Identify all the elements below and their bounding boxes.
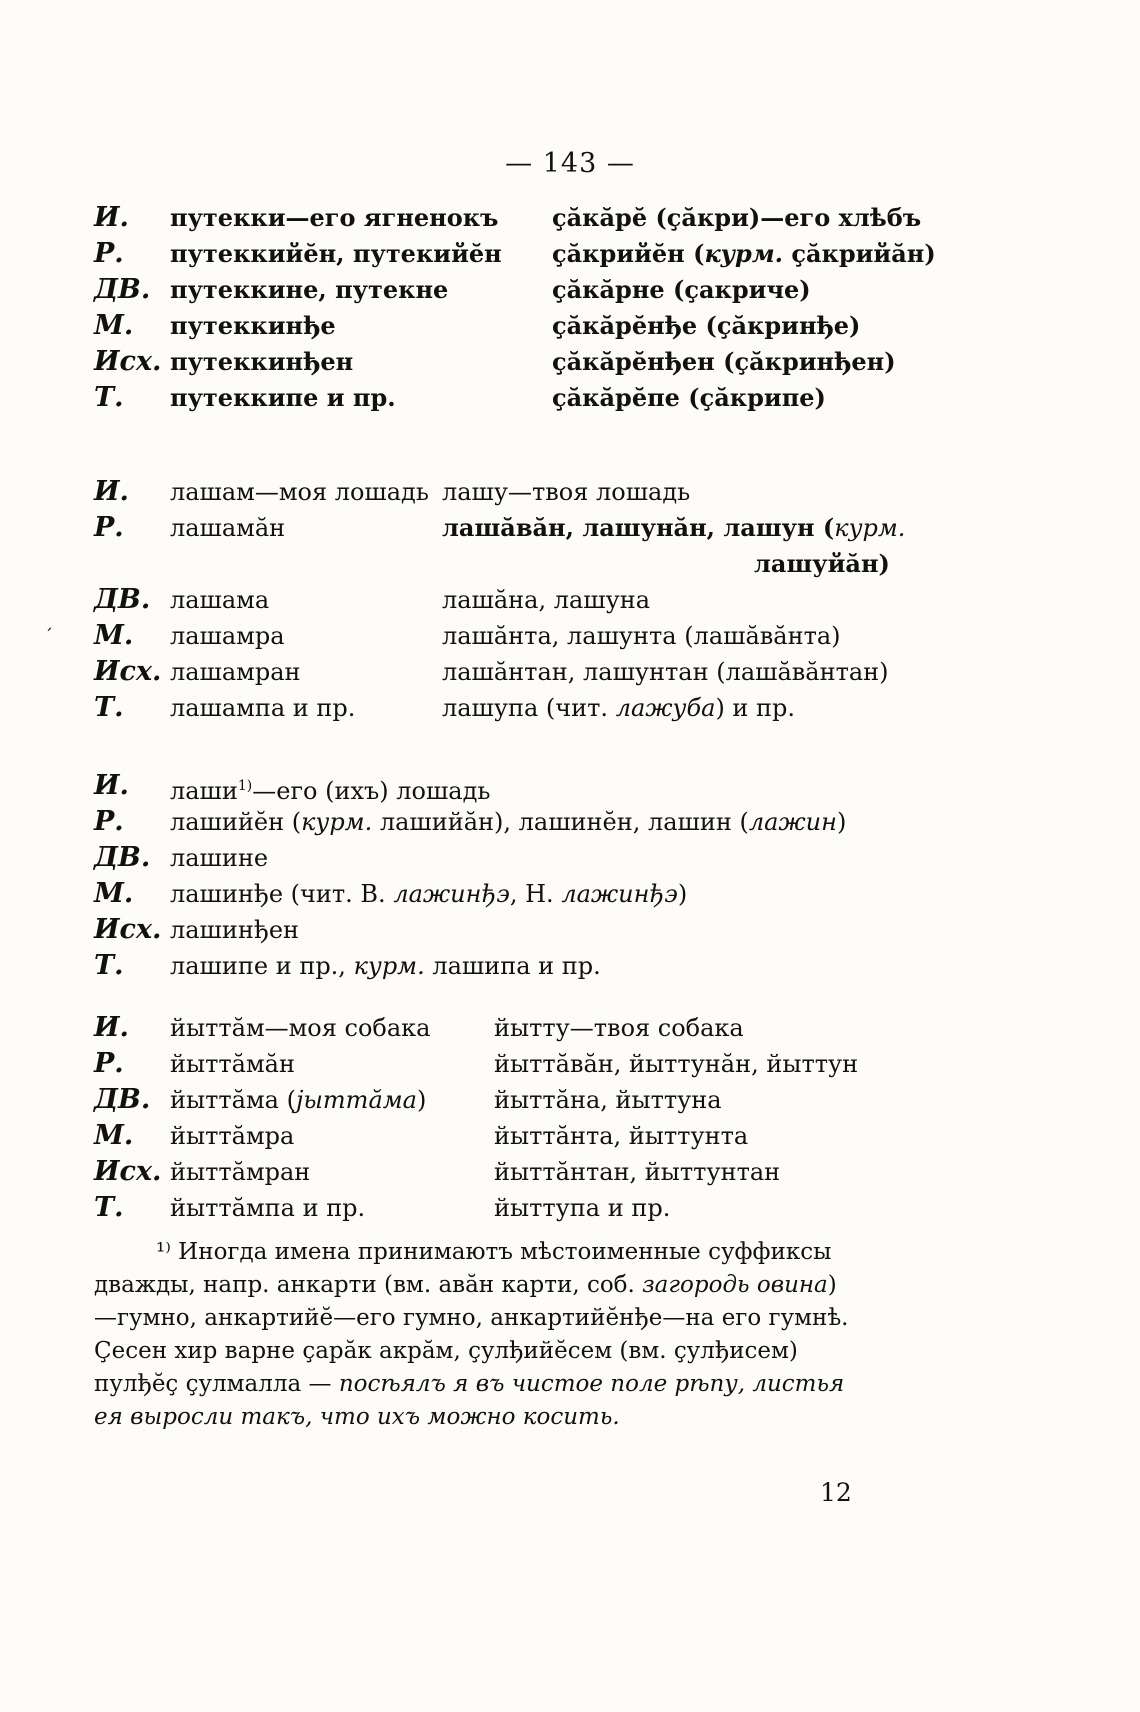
text-part: лаши	[170, 777, 238, 805]
footnote	[94, 1236, 1040, 1434]
form-col1: путекки—его ягненокъ	[170, 203, 499, 232]
table-row	[94, 380, 1054, 416]
table-row	[94, 1046, 1054, 1082]
italic-note: лажуба	[615, 694, 716, 722]
case-label: И.	[94, 476, 129, 507]
form-col1: путеккийĕн, путекийĕн	[170, 239, 502, 268]
form-col2: йыттупа и пр.	[494, 1194, 671, 1222]
form-col2	[442, 510, 905, 546]
footnote-line: —гумно, анкартийĕ—его гумно, анкартийĕнђе—на его гумнѣ.	[94, 1305, 849, 1331]
case-label: Р.	[94, 806, 124, 837]
case-label: Т.	[94, 692, 124, 723]
footnote-line: Çесен хир варне çарăк акрăм, çулђийĕсем (вм. çулђисем)	[94, 1338, 798, 1364]
italic-note: лажинђэ	[561, 880, 678, 908]
table-row	[94, 510, 1054, 546]
case-label: М.	[94, 1120, 134, 1151]
form-col2: лашăна, лашуна	[442, 586, 651, 614]
case-label: ДВ.	[94, 1084, 151, 1115]
table-row	[94, 1010, 1054, 1046]
text-part: лашипа и пр.	[424, 952, 601, 980]
declension-block-2	[94, 474, 1054, 726]
footnote-line	[94, 1269, 1040, 1302]
form-col2: çăкăрĕнђен (çăкринђен)	[552, 347, 896, 376]
text-part: çăкрийĕн (	[552, 239, 705, 268]
form-col1: лашамран	[170, 658, 301, 686]
form-col2: йыттăвăн, йыттунăн, йыттун	[494, 1050, 859, 1078]
form-col1: йыттăм—моя собака	[170, 1014, 431, 1042]
table-row	[94, 618, 1054, 654]
declension-block-4	[94, 1010, 1054, 1226]
text-part: йыттăма (	[170, 1086, 296, 1114]
form-col2: лашăнтан, лашунтан (лашăвăнтан)	[442, 658, 889, 686]
table-row	[94, 1154, 1054, 1190]
table-row	[94, 308, 1054, 344]
case-label: М.	[94, 878, 134, 909]
text-part: )	[827, 1272, 837, 1298]
declension-block-3	[94, 768, 1054, 984]
form-col1: йыттăмра	[170, 1122, 295, 1150]
table-row	[94, 912, 1054, 948]
form-text	[170, 876, 687, 912]
italic-note: лажинђэ	[393, 880, 510, 908]
table-row	[94, 804, 1054, 840]
page-number: — 143 —	[505, 148, 635, 179]
case-label: Исх.	[94, 656, 162, 687]
italic-note: курм.	[834, 514, 906, 542]
italic-note: курм.	[704, 239, 783, 268]
table-row	[94, 948, 1054, 984]
table-row	[94, 582, 1054, 618]
form-text	[170, 948, 601, 984]
case-label: Р.	[94, 512, 124, 543]
text-part: лашинђе (чит. В.	[170, 880, 394, 908]
case-label: Т.	[94, 382, 124, 413]
table-row	[94, 474, 1054, 510]
table-row	[94, 1082, 1054, 1118]
form-col2: çăкăрĕпе (çăкрипе)	[552, 383, 826, 412]
italic-note: посѣялъ я въ чистое поле рѣпу, листья	[338, 1371, 845, 1397]
case-label: ДВ.	[94, 842, 151, 873]
case-label: Т.	[94, 1192, 124, 1223]
text-part: çăкрийăн)	[783, 239, 936, 268]
form-col1: путеккинђен	[170, 347, 354, 376]
form-text: лашинђен	[170, 916, 300, 944]
text-part: пулђĕç çулмалла —	[94, 1371, 339, 1397]
form-col1: лашама	[170, 586, 270, 614]
form-col1: йыттăмран	[170, 1158, 311, 1186]
form-col1: йыттăмпа и пр.	[170, 1194, 366, 1222]
signature-mark: 12	[820, 1478, 852, 1507]
form-col1: йыттăмăн	[170, 1050, 295, 1078]
table-row	[94, 654, 1054, 690]
text-part: )	[416, 1086, 427, 1114]
italic-note: лажин	[748, 808, 837, 836]
table-row	[94, 690, 1054, 726]
case-label: ДВ.	[94, 274, 151, 305]
form-col1: путеккипе и пр.	[170, 383, 396, 412]
form-col2: лашăнта, лашунта (лашăвăнта)	[442, 622, 841, 650]
form-continuation: лашуйăн)	[754, 549, 890, 578]
case-label: М.	[94, 310, 134, 341]
text-part: лашипе и пр.,	[170, 952, 354, 980]
form-col1: лашамăн	[170, 514, 286, 542]
form-text	[170, 768, 490, 809]
case-label: И.	[94, 202, 129, 233]
table-row	[94, 1118, 1054, 1154]
declension-block-1	[94, 200, 1054, 416]
form-col2	[442, 690, 795, 726]
footnote-line	[94, 1401, 1040, 1434]
case-label: Исх.	[94, 1156, 162, 1187]
case-label: Т.	[94, 950, 124, 981]
text-part: лашупа (чит.	[442, 694, 616, 722]
table-row	[94, 840, 1054, 876]
italic-note: курм.	[353, 952, 425, 980]
text-part: лашăвăн, лашунăн, лашун (	[442, 513, 835, 542]
form-col1: лашампа и пр.	[170, 694, 356, 722]
text-part: лашийĕн (	[170, 808, 302, 836]
text-part: дважды, напр. анкарти (вм. авăн карти, соб.	[94, 1272, 643, 1298]
table-row	[94, 1190, 1054, 1226]
table-row	[94, 876, 1054, 912]
case-label: Исх.	[94, 914, 162, 945]
form-col2: йыттăна, йыттуна	[494, 1086, 722, 1114]
table-row-continuation	[94, 546, 1054, 582]
table-row	[94, 768, 1054, 804]
case-label: ДВ.	[94, 584, 151, 615]
footnote-ref: 1)	[237, 778, 253, 794]
form-col2: йыттăнтан, йыттунтан	[494, 1158, 781, 1186]
form-text	[170, 804, 846, 840]
form-col2: çăкăрĕ (çăкри)—его хлѣбъ	[552, 203, 922, 232]
case-label: Исх.	[94, 346, 162, 377]
case-label: Р.	[94, 238, 124, 269]
form-col1: путеккине, путекне	[170, 275, 449, 304]
table-row	[94, 200, 1054, 236]
form-col2: çăкăрне (çакриче)	[552, 275, 811, 304]
form-col2: лашу—твоя лошадь	[442, 478, 691, 506]
footnote-line	[94, 1368, 1040, 1401]
table-row	[94, 344, 1054, 380]
form-col2: йыттăнта, йыттунта	[494, 1122, 749, 1150]
case-label: Р.	[94, 1048, 124, 1079]
italic-note: курм.	[301, 808, 373, 836]
table-row	[94, 236, 1054, 272]
form-col1: путеккинђе	[170, 311, 336, 340]
case-label: И.	[94, 1012, 129, 1043]
italic-note: загородь овина	[642, 1272, 828, 1298]
text-part: )	[836, 808, 847, 836]
italic-note: jыттăма	[295, 1086, 417, 1114]
case-label: М.	[94, 620, 134, 651]
text-part: , Н.	[509, 880, 562, 908]
text-part: )	[677, 880, 688, 908]
margin-mark: ˊ	[44, 626, 53, 647]
form-col1	[170, 1082, 426, 1118]
text-part: —его (ихъ) лошадь	[252, 777, 491, 805]
italic-note: ея выросли такъ, что ихъ можно косить.	[94, 1404, 620, 1430]
form-col1: лашам—моя лошадь	[170, 478, 429, 506]
form-col2: йытту—твоя собака	[494, 1014, 744, 1042]
text-part: ) и пр.	[715, 694, 796, 722]
form-col2: çăкăрĕнђе (çăкринђе)	[552, 311, 861, 340]
table-row	[94, 272, 1054, 308]
text-part: лашийăн), лашинĕн, лашин (	[372, 808, 749, 836]
case-label: И.	[94, 770, 129, 801]
footnote-line: ¹⁾ Иногда имена принимаютъ мѣстоименные суффиксы	[156, 1239, 832, 1265]
form-col2	[552, 236, 936, 272]
form-text: лашине	[170, 844, 269, 872]
form-col1: лашамра	[170, 622, 285, 650]
